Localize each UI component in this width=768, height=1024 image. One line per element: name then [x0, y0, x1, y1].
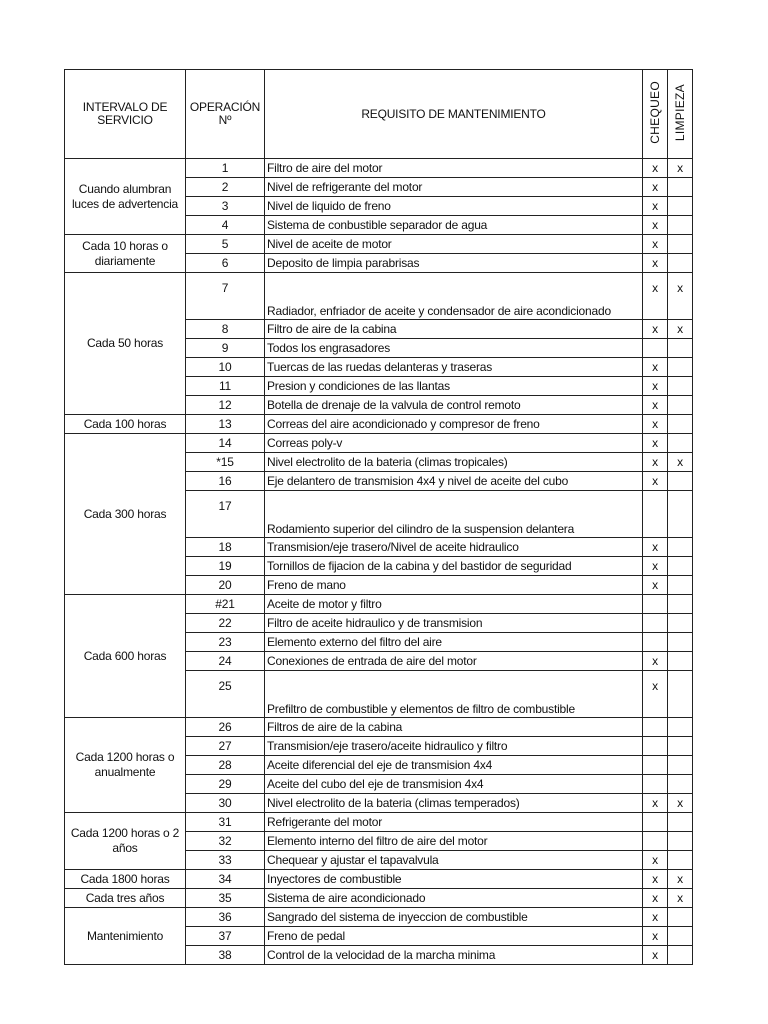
check-mark: x	[643, 358, 668, 377]
requirement-text: Deposito de limpia parabrisas	[265, 254, 643, 273]
cleaning-mark: x	[668, 889, 693, 908]
check-mark	[643, 756, 668, 775]
check-mark	[643, 718, 668, 737]
operation-number: 35	[186, 889, 265, 908]
operation-number: 32	[186, 832, 265, 851]
header-operation: OPERACIÓN Nº	[186, 70, 265, 159]
operation-number: 27	[186, 737, 265, 756]
requirement-text: Tuercas de las ruedas delanteras y traseras	[265, 358, 643, 377]
check-mark	[643, 813, 668, 832]
requirement-text: Aceite del cubo del eje de transmision 4x4	[265, 775, 643, 794]
interval-cell: Mantenimiento	[65, 908, 186, 965]
operation-number: 20	[186, 576, 265, 595]
header-requirement: REQUISITO DE MANTENIMIENTO	[265, 70, 643, 159]
requirement-text: Nivel de refrigerante del motor	[265, 178, 643, 197]
operation-number: 23	[186, 633, 265, 652]
requirement-text: Filtro de aire del motor	[265, 159, 643, 178]
table-row	[65, 235, 693, 254]
cleaning-mark	[668, 652, 693, 671]
check-mark: x	[643, 197, 668, 216]
cleaning-mark	[668, 671, 693, 718]
check-mark: x	[643, 178, 668, 197]
cleaning-mark	[668, 595, 693, 614]
requirement-text: Freno de mano	[265, 576, 643, 595]
operation-number: 26	[186, 718, 265, 737]
operation-number: 18	[186, 538, 265, 557]
table-row	[65, 718, 693, 737]
cleaning-mark	[668, 832, 693, 851]
operation-number: 19	[186, 557, 265, 576]
cleaning-mark	[668, 491, 693, 538]
operation-number: 13	[186, 415, 265, 434]
header-check-label: CHEQUEO	[647, 81, 662, 144]
cleaning-mark: x	[668, 159, 693, 178]
cleaning-mark	[668, 235, 693, 254]
cleaning-mark	[668, 737, 693, 756]
operation-number: 38	[186, 946, 265, 965]
check-mark	[643, 737, 668, 756]
requirement-text: Correas poly-v	[265, 434, 643, 453]
requirement-text: Nivel de liquido de freno	[265, 197, 643, 216]
cleaning-mark	[668, 434, 693, 453]
requirement-text: Freno de pedal	[265, 927, 643, 946]
operation-number: 28	[186, 756, 265, 775]
check-mark	[643, 775, 668, 794]
requirement-text: Transmision/eje trasero/aceite hidraulico y filtro	[265, 737, 643, 756]
cleaning-mark: x	[668, 794, 693, 813]
check-mark: x	[643, 908, 668, 927]
operation-number: 29	[186, 775, 265, 794]
check-mark: x	[643, 870, 668, 889]
cleaning-mark	[668, 557, 693, 576]
maintenance-sheet	[64, 69, 693, 965]
check-mark: x	[643, 851, 668, 870]
requirement-text: Filtro de aceite hidraulico y de transmision	[265, 614, 643, 633]
cleaning-mark	[668, 614, 693, 633]
interval-cell: Cada 10 horas o diariamente	[65, 235, 186, 273]
cleaning-mark	[668, 178, 693, 197]
cleaning-mark	[668, 377, 693, 396]
check-mark	[643, 491, 668, 538]
operation-number: 3	[186, 197, 265, 216]
operation-number: 17	[186, 491, 265, 538]
check-mark: x	[643, 216, 668, 235]
operation-number: 11	[186, 377, 265, 396]
requirement-text: Filtro de aire de la cabina	[265, 320, 643, 339]
maintenance-table	[64, 69, 693, 965]
check-mark: x	[643, 159, 668, 178]
cleaning-mark	[668, 396, 693, 415]
operation-number: 24	[186, 652, 265, 671]
table-row	[65, 870, 693, 889]
check-mark: x	[643, 235, 668, 254]
interval-cell: Cada 300 horas	[65, 434, 186, 595]
cleaning-mark	[668, 927, 693, 946]
requirement-text: Tornillos de fijacion de la cabina y del bastidor de seguridad	[265, 557, 643, 576]
header-cleaning-label: LIMPIEZA	[672, 83, 687, 142]
header-check	[643, 70, 668, 159]
cleaning-mark: x	[668, 320, 693, 339]
cleaning-mark	[668, 358, 693, 377]
operation-number: 12	[186, 396, 265, 415]
requirement-text: Elemento interno del filtro de aire del motor	[265, 832, 643, 851]
interval-cell: Cada tres años	[65, 889, 186, 908]
check-mark: x	[643, 415, 668, 434]
interval-cell: Cada 50 horas	[65, 273, 186, 415]
operation-number: 34	[186, 870, 265, 889]
requirement-text: Eje delantero de transmision 4x4 y nivel de aceite del cubo	[265, 472, 643, 491]
cleaning-mark	[668, 813, 693, 832]
cleaning-mark	[668, 908, 693, 927]
requirement-text: Chequear y ajustar el tapavalvula	[265, 851, 643, 870]
requirement-text: Nivel electrolito de la bateria (climas tropicales)	[265, 453, 643, 472]
requirement-text: Elemento externo del filtro del aire	[265, 633, 643, 652]
requirement-text: Presion y condiciones de las llantas	[265, 377, 643, 396]
table-row	[65, 813, 693, 832]
check-mark: x	[643, 538, 668, 557]
requirement-text: Correas del aire acondicionado y compresor de freno	[265, 415, 643, 434]
interval-cell: Cada 100 horas	[65, 415, 186, 434]
check-mark: x	[643, 396, 668, 415]
cleaning-mark	[668, 775, 693, 794]
table-row	[65, 273, 693, 320]
operation-number: 14	[186, 434, 265, 453]
header-cleaning	[668, 70, 693, 159]
check-mark: x	[643, 254, 668, 273]
check-mark: x	[643, 453, 668, 472]
requirement-text: Sangrado del sistema de inyeccion de combustible	[265, 908, 643, 927]
interval-cell: Cuando alumbran luces de advertencia	[65, 159, 186, 235]
table-row	[65, 434, 693, 453]
header-row	[65, 70, 693, 159]
check-mark: x	[643, 927, 668, 946]
requirement-text: Refrigerante del motor	[265, 813, 643, 832]
operation-number: 33	[186, 851, 265, 870]
operation-number: 31	[186, 813, 265, 832]
requirement-text: Filtros de aire de la cabina	[265, 718, 643, 737]
requirement-text: Conexiones de entrada de aire del motor	[265, 652, 643, 671]
requirement-text: Nivel electrolito de la bateria (climas temperados)	[265, 794, 643, 813]
check-mark: x	[643, 671, 668, 718]
check-mark	[643, 595, 668, 614]
requirement-text: Prefiltro de combustible y elementos de filtro de combustible	[265, 671, 643, 718]
operation-number: 2	[186, 178, 265, 197]
check-mark: x	[643, 472, 668, 491]
cleaning-mark	[668, 216, 693, 235]
cleaning-mark	[668, 254, 693, 273]
check-mark: x	[643, 377, 668, 396]
requirement-text: Botella de drenaje de la valvula de control remoto	[265, 396, 643, 415]
operation-number: 9	[186, 339, 265, 358]
operation-number: 6	[186, 254, 265, 273]
operation-number: 1	[186, 159, 265, 178]
check-mark: x	[643, 557, 668, 576]
cleaning-mark	[668, 946, 693, 965]
operation-number: *15	[186, 453, 265, 472]
check-mark: x	[643, 434, 668, 453]
table-row	[65, 415, 693, 434]
table-row	[65, 159, 693, 178]
table-body	[65, 159, 693, 965]
requirement-text: Sistema de aire acondicionado	[265, 889, 643, 908]
operation-number: 25	[186, 671, 265, 718]
cleaning-mark	[668, 633, 693, 652]
cleaning-mark	[668, 851, 693, 870]
operation-number: 4	[186, 216, 265, 235]
cleaning-mark: x	[668, 870, 693, 889]
check-mark	[643, 339, 668, 358]
operation-number: 16	[186, 472, 265, 491]
requirement-text: Control de la velocidad de la marcha minima	[265, 946, 643, 965]
requirement-text: Nivel de aceite de motor	[265, 235, 643, 254]
requirement-text: Rodamiento superior del cilindro de la suspension delantera	[265, 491, 643, 538]
requirement-text: Todos los engrasadores	[265, 339, 643, 358]
interval-cell: Cada 1200 horas o 2 años	[65, 813, 186, 870]
cleaning-mark	[668, 339, 693, 358]
operation-number: 30	[186, 794, 265, 813]
cleaning-mark	[668, 415, 693, 434]
requirement-text: Transmision/eje trasero/Nivel de aceite hidraulico	[265, 538, 643, 557]
check-mark: x	[643, 946, 668, 965]
cleaning-mark: x	[668, 273, 693, 320]
operation-number: 36	[186, 908, 265, 927]
operation-number: 7	[186, 273, 265, 320]
interval-cell: Cada 1200 horas o anualmente	[65, 718, 186, 813]
cleaning-mark	[668, 576, 693, 595]
operation-number: 22	[186, 614, 265, 633]
check-mark: x	[643, 320, 668, 339]
table-row	[65, 908, 693, 927]
requirement-text: Aceite diferencial del eje de transmision 4x4	[265, 756, 643, 775]
check-mark	[643, 614, 668, 633]
cleaning-mark	[668, 472, 693, 491]
table-row	[65, 889, 693, 908]
operation-number: #21	[186, 595, 265, 614]
check-mark: x	[643, 652, 668, 671]
check-mark: x	[643, 273, 668, 320]
cleaning-mark	[668, 756, 693, 775]
operation-number: 8	[186, 320, 265, 339]
cleaning-mark	[668, 197, 693, 216]
operation-number: 5	[186, 235, 265, 254]
interval-cell: Cada 1800 horas	[65, 870, 186, 889]
requirement-text: Sistema de conbustible separador de agua	[265, 216, 643, 235]
check-mark: x	[643, 576, 668, 595]
operation-number: 37	[186, 927, 265, 946]
requirement-text: Inyectores de combustible	[265, 870, 643, 889]
check-mark: x	[643, 794, 668, 813]
cleaning-mark	[668, 538, 693, 557]
cleaning-mark: x	[668, 453, 693, 472]
header-interval: INTERVALO DE SERVICIO	[65, 70, 186, 159]
requirement-text: Aceite de motor y filtro	[265, 595, 643, 614]
check-mark	[643, 832, 668, 851]
interval-cell: Cada 600 horas	[65, 595, 186, 718]
table-row	[65, 595, 693, 614]
check-mark	[643, 633, 668, 652]
check-mark: x	[643, 889, 668, 908]
requirement-text: Radiador, enfriador de aceite y condensador de aire acondicionado	[265, 273, 643, 320]
operation-number: 10	[186, 358, 265, 377]
cleaning-mark	[668, 718, 693, 737]
